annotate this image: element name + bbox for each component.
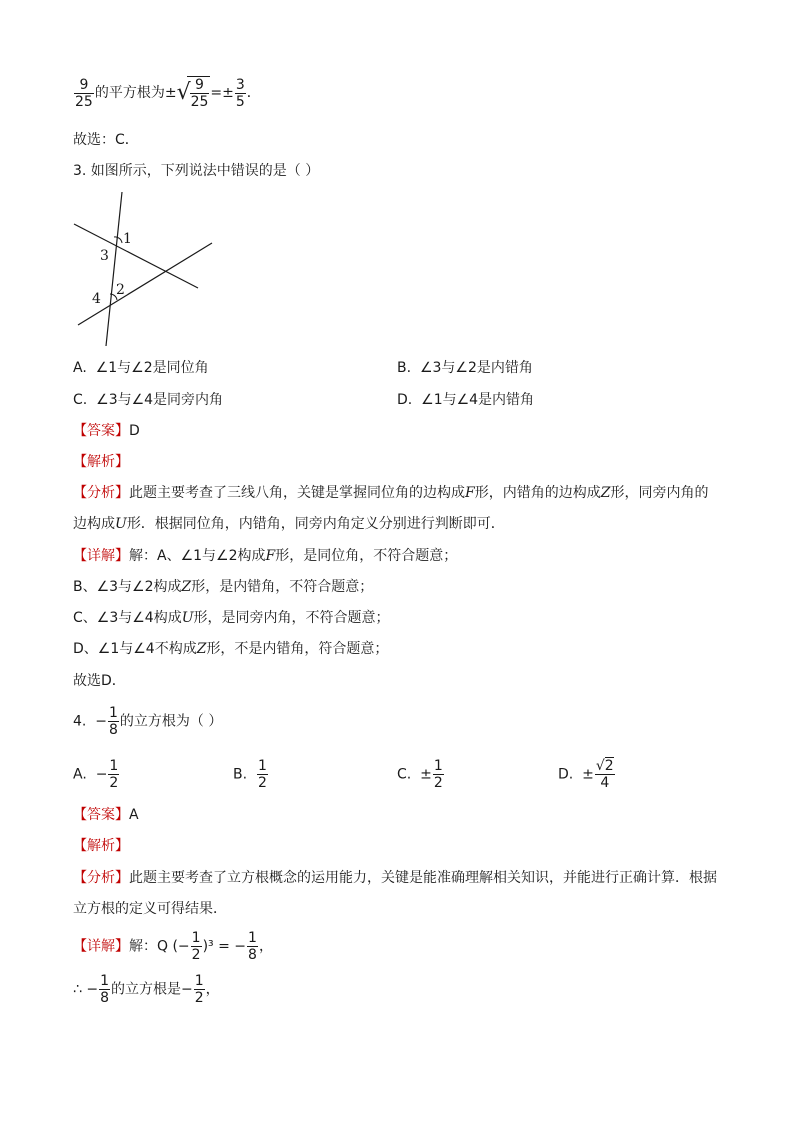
q3-detail-line3: C、∠3与∠4构成U形，是同旁内角，不符合题意； (73, 610, 390, 626)
square-root-result-line: $\frac{9}{25}$ 的平方根为± √ $\frac{9}{25}$ =± $\frac{3}{5}$ ． (75, 76, 261, 110)
q2-choice: 故选：C． (73, 132, 139, 148)
q3-option-a: A. ∠1与∠2是同位角 (73, 360, 209, 376)
q3-option-c: C. ∠3与∠4是同旁内角 (73, 392, 224, 408)
angle-label-1: 1 (123, 231, 132, 247)
q3-answer: 【答案】D (73, 423, 140, 439)
q3-stem: 3. 如图所示，下列说法中错误的是（ ） (73, 163, 320, 179)
q3-fenxi-line1: 【分析】此题主要考查了三线八角，关键是掌握同位角的边构成F形，内错角的边构成Z形，同旁内角的 (73, 485, 709, 501)
q4-detail-line1: 【详解】解：Q (− $\frac{1}{2}$ )³ = − $\frac{1}{8}$ ， (73, 930, 273, 963)
fraction-3-5: $\frac{3}{5}$ (235, 76, 245, 110)
radical-9-25: √ $\frac{9}{25}$ (176, 77, 209, 110)
angle-label-3: 3 (100, 248, 109, 264)
q4-analysis-tag: 【解析】 (73, 838, 129, 854)
transversal-line (106, 192, 122, 346)
fraction-9-25: $\frac{9}{25}$ (75, 76, 93, 110)
q4-option-a: A. − $\frac{1}{2}$ (73, 758, 119, 791)
q4-fenxi-line2: 立方根的定义可得结果． (73, 901, 227, 917)
q4-option-c: C. ± $\frac{1}{2}$ (397, 758, 443, 791)
lower-line (78, 243, 212, 325)
q4-option-d: D. ± $\frac{√2}{4}$ (558, 758, 614, 791)
angle-label-2: 2 (116, 282, 125, 298)
q3-choice: 故选D． (73, 673, 126, 689)
q4-fenxi-line1: 【分析】此题主要考查了立方根概念的运用能力，关键是能准确理解相关知识，并能进行正确计算．根据 (73, 870, 717, 886)
q4-answer: 【答案】A (73, 807, 139, 823)
upper-line (74, 224, 198, 288)
q3-detail-line2: B、∠3与∠2构成Z形，是内错角，不符合题意； (73, 579, 374, 595)
q4-detail-line2: ∴ − $\frac{1}{8}$ 的立方根是− $\frac{1}{2}$ ， (73, 973, 220, 1006)
q3-fenxi-line2: 边构成U形．根据同位角，内错角，同旁内角定义分别进行判断即可． (73, 516, 505, 532)
q4-option-b: B. $\frac{1}{2}$ (233, 758, 267, 791)
q3-detail-line1: 【详解】解：A、∠1与∠2构成F形，是同位角，不符合题意； (73, 548, 458, 564)
answer-tag: 【答案】 (73, 807, 129, 823)
q3-analysis-tag: 【解析】 (73, 454, 129, 470)
q3-option-b: B. ∠3与∠2是内错角 (397, 360, 533, 376)
q3-detail-line4: D、∠1与∠4不构成Z形，不是内错角，符合题意； (73, 641, 389, 657)
angle-label-4: 4 (92, 291, 101, 307)
q3-option-d: D. ∠1与∠4是内错角 (397, 392, 535, 408)
angle-arc-1 (114, 237, 122, 243)
angles-figure (70, 188, 220, 350)
answer-tag: 【答案】 (73, 423, 129, 439)
q4-stem: 4. − $\frac{1}{8}$ 的立方根为（ ） (73, 705, 223, 738)
